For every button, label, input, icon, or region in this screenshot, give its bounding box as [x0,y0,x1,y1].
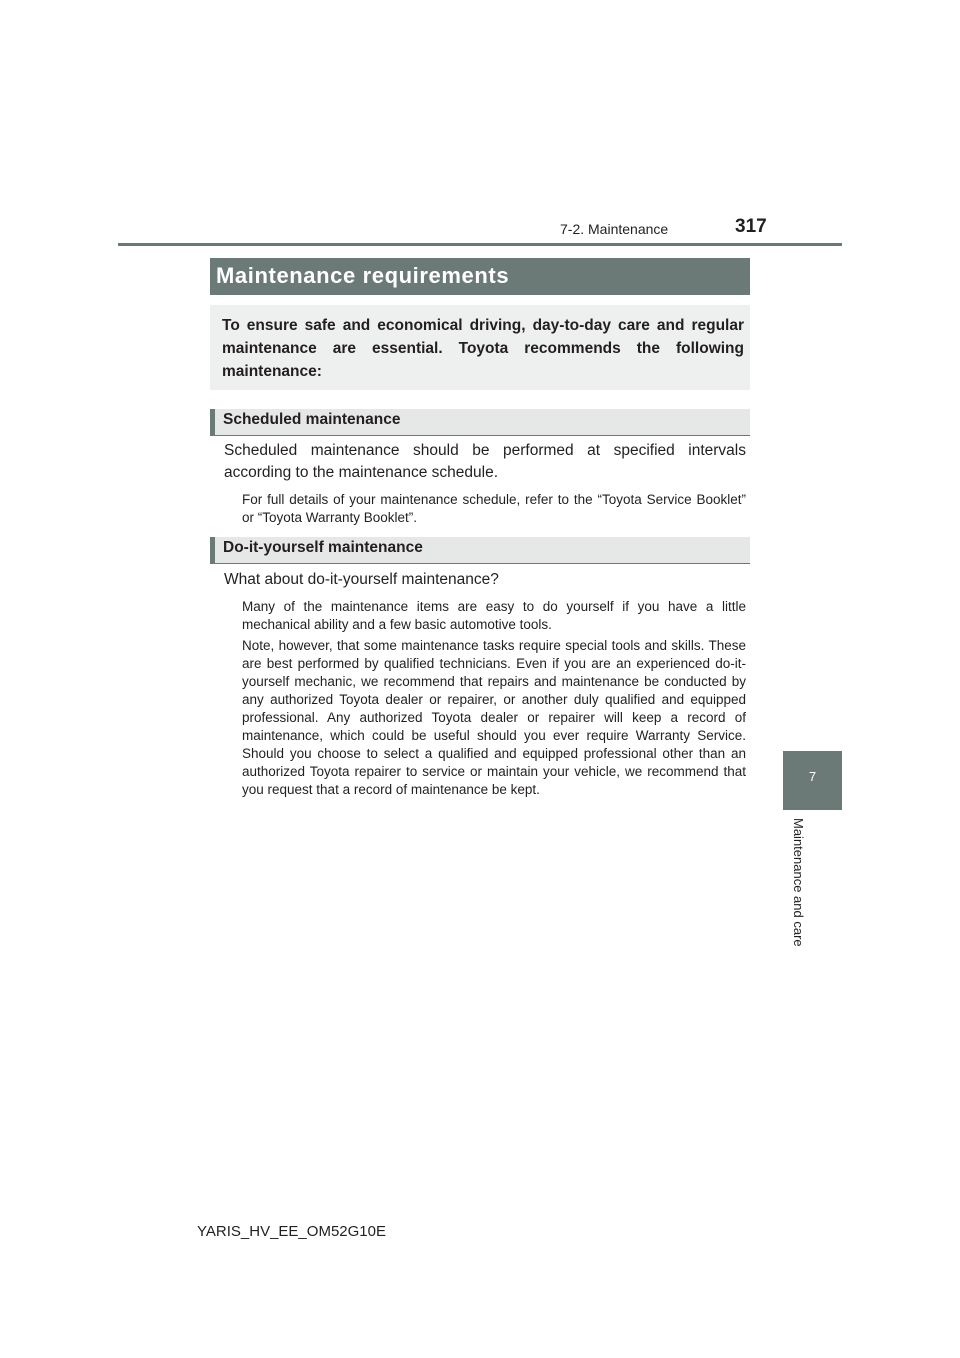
diy-maintenance-heading: Do-it-yourself maintenance [223,539,423,556]
chapter-title: Maintenance and care [791,818,806,947]
intro-box [210,305,750,390]
page-number: 317 [735,216,767,237]
scheduled-maintenance-heading: Scheduled maintenance [223,411,401,428]
diy-maintenance-heading-bar [210,537,750,564]
header-divider [118,243,842,246]
page-title-bar [210,258,750,295]
chapter-number: 7 [808,769,817,784]
diy-maintenance-note-2: Note, however, that some maintenance tasks require special tools and skills. These are best performed by qualified technicians. Even if you are an experienced do-it-yourself mechanic, we recommend that repairs and maintenance be conducted by any authorized Toyota dealer or repairer, or another duly qualified and equipped professional. Any authorized Toyota dealer or repairer will keep a record of maintenance, which could be useful should you ever require Warranty Service. Should you choose to select a qualified and equipped professional other than an authorized Toyota repairer to service or maintain your vehicle, we recommend that you request that a record of maintenance be kept. [242,638,746,797]
page-title: Maintenance requirements [216,263,510,288]
scheduled-maintenance-note: For full details of your maintenance schedule, refer to the “Toyota Service Booklet” or “Toyota Warranty Booklet”. [242,492,746,525]
intro-text: To ensure safe and economical driving, day-to-day care and regular maintenance are essential. Toyota recommends the following maintenance: [222,317,744,380]
scheduled-maintenance-heading-bar [210,409,750,436]
scheduled-maintenance-body: Scheduled maintenance should be performed at specified intervals according to the maintenance schedule. [224,442,746,481]
section-label: 7-2. Maintenance [560,221,669,237]
chapter-tab[interactable] [783,751,842,810]
diy-maintenance-body: What about do-it-yourself maintenance? [224,571,499,588]
footer-code: YARIS_HV_EE_OM52G10E [197,1223,386,1240]
diy-maintenance-note-1: Many of the maintenance items are easy to do yourself if you have a little mechanical ability and a few basic automotive tools. [242,599,746,632]
